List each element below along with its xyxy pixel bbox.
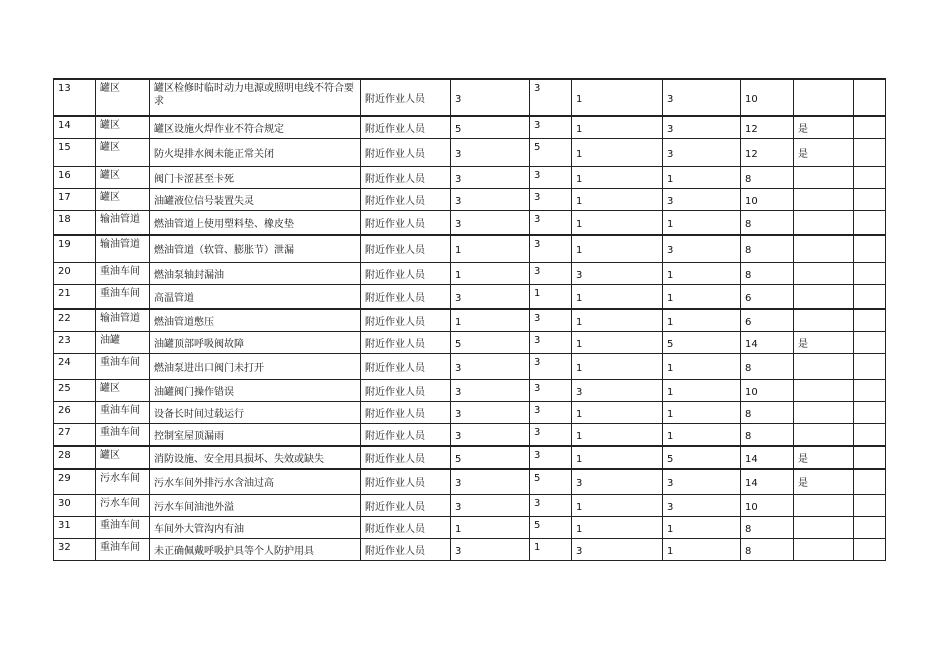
cell-exposure: 3 (530, 379, 572, 401)
cell-remark (854, 263, 886, 285)
cell-hazard: 油罐阀门操作错误 (150, 379, 361, 401)
cell-affected: 附近作业人员 (361, 263, 451, 285)
cell-remark (854, 79, 886, 116)
cell-remark (854, 423, 886, 446)
cell-likelihood: 3 (451, 189, 530, 211)
table-row (54, 211, 886, 235)
cell-exposure: 3 (530, 116, 572, 139)
cell-major-risk: 是 (794, 331, 854, 353)
table-row (54, 285, 886, 309)
cell-affected: 附近作业人员 (361, 285, 451, 309)
cell-major-risk: 是 (794, 139, 854, 167)
cell-area: 重油车间 (96, 353, 150, 379)
cell-likelihood: 3 (451, 139, 530, 167)
cell-consequence: 1 (572, 353, 663, 379)
cell-likelihood: 1 (451, 263, 530, 285)
cell-no: 31 (54, 517, 96, 539)
cell-exposure: 3 (530, 446, 572, 469)
cell-consequence: 1 (572, 116, 663, 139)
table-row (54, 235, 886, 263)
cell-score: 10 (741, 79, 794, 116)
cell-consequence: 1 (572, 285, 663, 309)
cell-hazard: 高温管道 (150, 285, 361, 309)
cell-hazard: 燃油泵轴封漏油 (150, 263, 361, 285)
cell-hazard: 油罐液位信号装置失灵 (150, 189, 361, 211)
cell-major-risk: 是 (794, 116, 854, 139)
cell-score: 14 (741, 446, 794, 469)
table-row (54, 495, 886, 517)
cell-consequence: 1 (572, 495, 663, 517)
cell-likelihood: 3 (451, 469, 530, 495)
cell-hazard: 燃油泵进出口阀门未打开 (150, 353, 361, 379)
cell-score: 8 (741, 423, 794, 446)
cell-hazard: 罐区设施火焊作业不符合规定 (150, 116, 361, 139)
cell-no: 16 (54, 167, 96, 189)
cell-d: 5 (663, 446, 741, 469)
cell-d: 1 (663, 379, 741, 401)
cell-major-risk (794, 263, 854, 285)
cell-area: 重油车间 (96, 517, 150, 539)
cell-major-risk (794, 79, 854, 116)
cell-area: 罐区 (96, 446, 150, 469)
cell-likelihood: 3 (451, 285, 530, 309)
cell-major-risk (794, 309, 854, 332)
table-row (54, 189, 886, 211)
cell-exposure: 3 (530, 353, 572, 379)
cell-score: 8 (741, 263, 794, 285)
cell-hazard: 燃油管道（软管、膨胀节）泄漏 (150, 235, 361, 263)
cell-affected: 附近作业人员 (361, 517, 451, 539)
cell-area: 污水车间 (96, 469, 150, 495)
cell-remark (854, 167, 886, 189)
cell-area: 重油车间 (96, 539, 150, 561)
cell-remark (854, 116, 886, 139)
cell-no: 32 (54, 539, 96, 561)
cell-d: 1 (663, 167, 741, 189)
cell-affected: 附近作业人员 (361, 539, 451, 561)
cell-score: 8 (741, 167, 794, 189)
cell-likelihood: 5 (451, 116, 530, 139)
cell-exposure: 3 (530, 189, 572, 211)
cell-major-risk (794, 189, 854, 211)
cell-no: 24 (54, 353, 96, 379)
cell-area: 污水车间 (96, 495, 150, 517)
cell-likelihood: 3 (451, 539, 530, 561)
cell-no: 19 (54, 235, 96, 263)
cell-remark (854, 469, 886, 495)
cell-consequence: 1 (572, 189, 663, 211)
cell-d: 3 (663, 139, 741, 167)
cell-no: 30 (54, 495, 96, 517)
cell-major-risk (794, 401, 854, 423)
table-row (54, 309, 886, 332)
cell-area: 油罐 (96, 331, 150, 353)
cell-no: 13 (54, 79, 96, 116)
cell-score: 8 (741, 517, 794, 539)
cell-major-risk (794, 235, 854, 263)
cell-exposure: 3 (530, 79, 572, 116)
cell-likelihood: 3 (451, 401, 530, 423)
cell-affected: 附近作业人员 (361, 495, 451, 517)
cell-d: 1 (663, 423, 741, 446)
cell-likelihood: 1 (451, 517, 530, 539)
cell-score: 6 (741, 285, 794, 309)
cell-affected: 附近作业人员 (361, 423, 451, 446)
cell-remark (854, 139, 886, 167)
cell-no: 25 (54, 379, 96, 401)
cell-exposure: 1 (530, 539, 572, 561)
cell-score: 8 (741, 539, 794, 561)
cell-consequence: 1 (572, 517, 663, 539)
cell-no: 20 (54, 263, 96, 285)
cell-d: 1 (663, 401, 741, 423)
cell-exposure: 5 (530, 517, 572, 539)
cell-score: 10 (741, 189, 794, 211)
cell-likelihood: 3 (451, 79, 530, 116)
cell-remark (854, 446, 886, 469)
cell-score: 6 (741, 309, 794, 332)
cell-likelihood: 3 (451, 167, 530, 189)
cell-hazard: 设备长时间过载运行 (150, 401, 361, 423)
cell-score: 12 (741, 139, 794, 167)
cell-exposure: 3 (530, 331, 572, 353)
cell-area: 罐区 (96, 189, 150, 211)
cell-exposure: 3 (530, 263, 572, 285)
cell-d: 3 (663, 469, 741, 495)
cell-remark (854, 539, 886, 561)
cell-d: 1 (663, 353, 741, 379)
cell-major-risk (794, 353, 854, 379)
cell-no: 18 (54, 211, 96, 235)
cell-hazard: 污水车间油池外溢 (150, 495, 361, 517)
cell-score: 8 (741, 211, 794, 235)
cell-likelihood: 5 (451, 446, 530, 469)
table-row (54, 263, 886, 285)
cell-major-risk: 是 (794, 446, 854, 469)
cell-affected: 附近作业人员 (361, 79, 451, 116)
table-row (54, 116, 886, 139)
cell-likelihood: 3 (451, 353, 530, 379)
table-row (54, 79, 886, 116)
cell-score: 14 (741, 331, 794, 353)
cell-no: 15 (54, 139, 96, 167)
cell-d: 1 (663, 309, 741, 332)
cell-likelihood: 3 (451, 379, 530, 401)
cell-no: 14 (54, 116, 96, 139)
cell-remark (854, 331, 886, 353)
cell-hazard: 燃油管道上使用塑料垫、橡皮垫 (150, 211, 361, 235)
cell-remark (854, 235, 886, 263)
cell-d: 1 (663, 285, 741, 309)
cell-affected: 附近作业人员 (361, 331, 451, 353)
cell-no: 26 (54, 401, 96, 423)
cell-area: 重油车间 (96, 263, 150, 285)
cell-hazard: 污水车间外排污水含油过高 (150, 469, 361, 495)
cell-remark (854, 309, 886, 332)
cell-area: 重油车间 (96, 401, 150, 423)
cell-consequence: 1 (572, 235, 663, 263)
cell-remark (854, 379, 886, 401)
cell-major-risk (794, 211, 854, 235)
cell-exposure: 5 (530, 139, 572, 167)
hazard-assessment-table (53, 78, 886, 561)
table-body (54, 79, 886, 561)
cell-affected: 附近作业人员 (361, 469, 451, 495)
cell-score: 12 (741, 116, 794, 139)
table-row (54, 139, 886, 167)
cell-d: 3 (663, 189, 741, 211)
cell-consequence: 1 (572, 167, 663, 189)
cell-major-risk (794, 285, 854, 309)
cell-exposure: 3 (530, 167, 572, 189)
cell-no: 29 (54, 469, 96, 495)
cell-no: 27 (54, 423, 96, 446)
cell-likelihood: 1 (451, 235, 530, 263)
table-row (54, 539, 886, 561)
cell-consequence: 1 (572, 423, 663, 446)
cell-area: 重油车间 (96, 423, 150, 446)
cell-consequence: 1 (572, 401, 663, 423)
cell-major-risk (794, 167, 854, 189)
cell-d: 1 (663, 539, 741, 561)
cell-affected: 附近作业人员 (361, 446, 451, 469)
cell-score: 8 (741, 353, 794, 379)
cell-consequence: 3 (572, 539, 663, 561)
cell-hazard: 燃油管道憋压 (150, 309, 361, 332)
cell-no: 17 (54, 189, 96, 211)
cell-area: 罐区 (96, 379, 150, 401)
table-row (54, 517, 886, 539)
cell-major-risk (794, 423, 854, 446)
cell-area: 输油管道 (96, 309, 150, 332)
cell-consequence: 1 (572, 79, 663, 116)
table-row (54, 353, 886, 379)
cell-affected: 附近作业人员 (361, 189, 451, 211)
cell-remark (854, 401, 886, 423)
cell-consequence: 1 (572, 309, 663, 332)
cell-hazard: 控制室屋顶漏雨 (150, 423, 361, 446)
cell-major-risk (794, 495, 854, 517)
cell-area: 罐区 (96, 139, 150, 167)
cell-d: 3 (663, 116, 741, 139)
cell-no: 28 (54, 446, 96, 469)
cell-consequence: 3 (572, 469, 663, 495)
cell-area: 输油管道 (96, 235, 150, 263)
cell-likelihood: 3 (451, 495, 530, 517)
cell-d: 3 (663, 79, 741, 116)
cell-consequence: 1 (572, 331, 663, 353)
cell-affected: 附近作业人员 (361, 379, 451, 401)
cell-hazard: 车间外大管沟内有油 (150, 517, 361, 539)
cell-consequence: 1 (572, 139, 663, 167)
cell-exposure: 3 (530, 235, 572, 263)
cell-score: 8 (741, 401, 794, 423)
cell-area: 罐区 (96, 79, 150, 116)
cell-likelihood: 1 (451, 309, 530, 332)
cell-hazard: 罐区检修时临时动力电源或照明电线不符合要求 (150, 79, 361, 116)
cell-area: 罐区 (96, 167, 150, 189)
cell-d: 1 (663, 263, 741, 285)
table-row (54, 331, 886, 353)
cell-hazard: 消防设施、安全用具损坏、失效或缺失 (150, 446, 361, 469)
cell-score: 10 (741, 379, 794, 401)
cell-exposure: 3 (530, 211, 572, 235)
cell-d: 1 (663, 517, 741, 539)
cell-remark (854, 353, 886, 379)
cell-score: 8 (741, 235, 794, 263)
cell-no: 23 (54, 331, 96, 353)
cell-remark (854, 285, 886, 309)
cell-hazard: 防火堤排水阀未能正常关闭 (150, 139, 361, 167)
cell-no: 21 (54, 285, 96, 309)
cell-exposure: 5 (530, 469, 572, 495)
cell-score: 10 (741, 495, 794, 517)
cell-area: 重油车间 (96, 285, 150, 309)
cell-exposure: 1 (530, 285, 572, 309)
cell-area: 输油管道 (96, 211, 150, 235)
cell-likelihood: 5 (451, 331, 530, 353)
cell-d: 3 (663, 235, 741, 263)
cell-likelihood: 3 (451, 423, 530, 446)
cell-major-risk (794, 379, 854, 401)
cell-hazard: 未正确佩戴呼吸护具等个人防护用具 (150, 539, 361, 561)
cell-major-risk (794, 539, 854, 561)
cell-d: 3 (663, 495, 741, 517)
cell-affected: 附近作业人员 (361, 139, 451, 167)
cell-exposure: 3 (530, 423, 572, 446)
cell-affected: 附近作业人员 (361, 116, 451, 139)
cell-no: 22 (54, 309, 96, 332)
cell-consequence: 3 (572, 263, 663, 285)
cell-remark (854, 495, 886, 517)
cell-affected: 附近作业人员 (361, 235, 451, 263)
cell-hazard: 阀门卡涩甚至卡死 (150, 167, 361, 189)
cell-affected: 附近作业人员 (361, 211, 451, 235)
table-row (54, 423, 886, 446)
cell-affected: 附近作业人员 (361, 401, 451, 423)
cell-remark (854, 517, 886, 539)
cell-area: 罐区 (96, 116, 150, 139)
cell-major-risk: 是 (794, 469, 854, 495)
cell-exposure: 3 (530, 309, 572, 332)
cell-hazard: 油罐顶部呼吸阀故障 (150, 331, 361, 353)
cell-exposure: 3 (530, 495, 572, 517)
cell-affected: 附近作业人员 (361, 353, 451, 379)
cell-consequence: 1 (572, 211, 663, 235)
cell-major-risk (794, 517, 854, 539)
cell-affected: 附近作业人员 (361, 309, 451, 332)
cell-exposure: 3 (530, 401, 572, 423)
table-row (54, 446, 886, 469)
cell-remark (854, 189, 886, 211)
table-row (54, 379, 886, 401)
cell-consequence: 3 (572, 379, 663, 401)
cell-consequence: 1 (572, 446, 663, 469)
cell-remark (854, 211, 886, 235)
cell-d: 5 (663, 331, 741, 353)
table-row (54, 401, 886, 423)
cell-affected: 附近作业人员 (361, 167, 451, 189)
table-row (54, 469, 886, 495)
cell-d: 1 (663, 211, 741, 235)
cell-score: 14 (741, 469, 794, 495)
cell-likelihood: 3 (451, 211, 530, 235)
table-row (54, 167, 886, 189)
